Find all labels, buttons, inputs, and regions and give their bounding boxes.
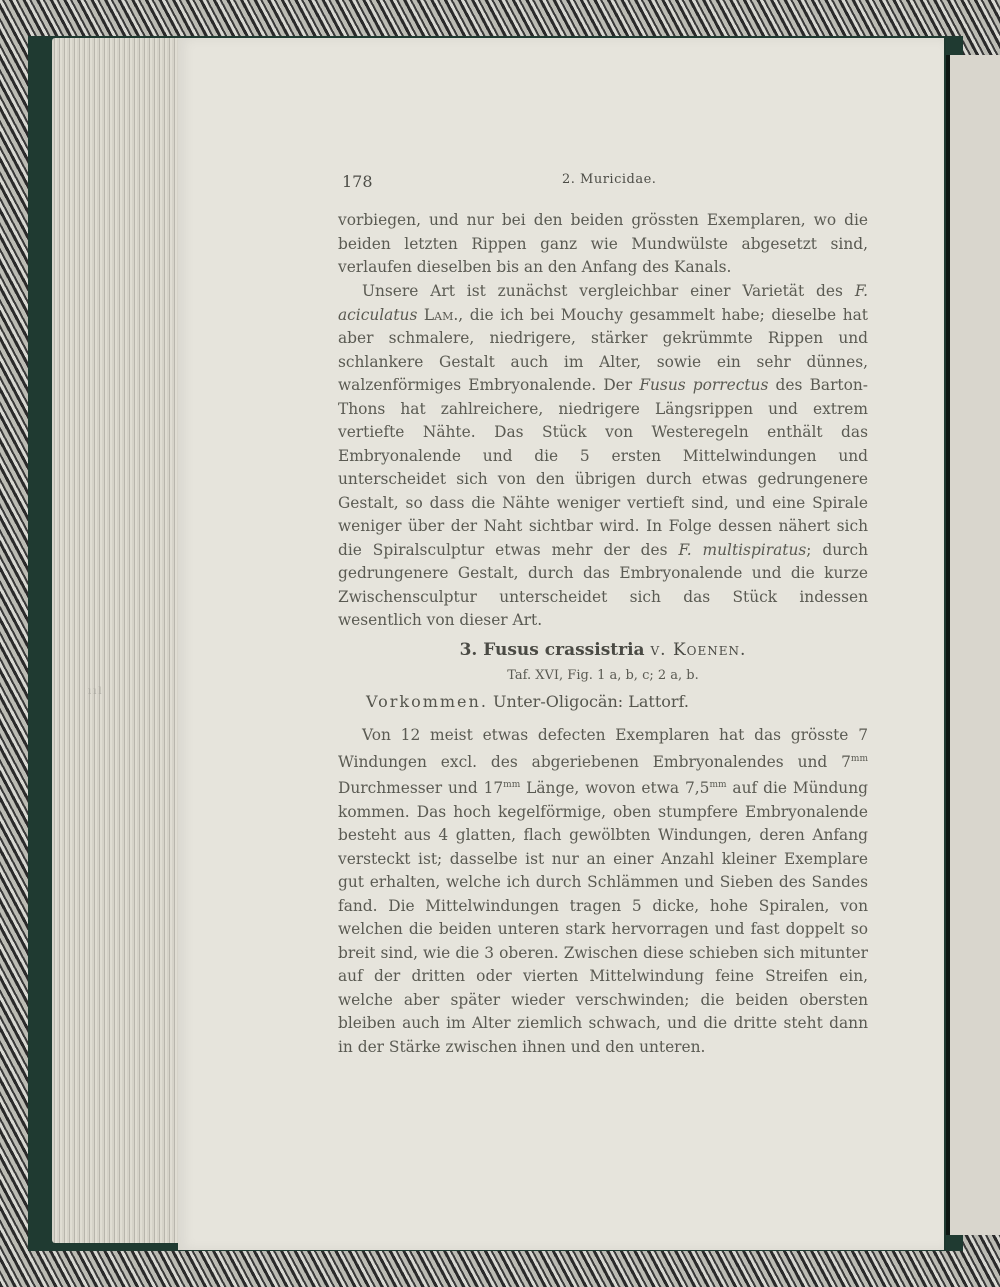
species-name: 3. Fusus crassistria — [459, 640, 645, 660]
species-author: v. Koenen. — [650, 640, 747, 660]
p3-text-2: Durchmesser und 17 — [338, 779, 504, 798]
pencil-mark: ııl — [88, 686, 104, 697]
p2-species-1: F. aciculatus — [338, 282, 868, 324]
p2-species-3: F. multispiratus — [678, 540, 807, 559]
p2-species-2: Fusus porrectus — [639, 376, 769, 394]
paragraph-1: vorbiegen, und nur bei den beiden grössten Exemplaren, wo die beiden letzten Rippen ganz wie Mundwülste abgesetzt sind, verlaufen dieselben bis an den Anfang des Kanals. — [338, 211, 868, 276]
p3-text-1: Von 12 meist etwas defecten Exemplaren hat das grösste 7 Windungen excl. des abgeriebenen Embryonalendes und 7 — [338, 726, 868, 771]
occurrence-text: Unter-Oligocän: Lattorf. — [487, 692, 689, 711]
next-page-edge — [946, 55, 1000, 1235]
p2-text-2: , die ich bei Mouchy gesammelt habe; dieselbe hat aber schmalere, niedrigere, stärker gekrümmte Rippen und schlankere Gestalt auch im Alter, sowie ein sehr dünnes, walzenförmiges Embryonalende. Der — [338, 305, 868, 394]
occurrence-line — [366, 692, 866, 711]
p3-text-3: Länge, wovon etwa 7,5 — [520, 779, 710, 798]
p2-text-3: des Barton-Thons hat zahlreichere, niedrigere Längsrippen und extrem vertiefte Nähte. Das Stück von Westeregeln enthält das Embryonalende und die 5 ersten Mittelwindungen und unterscheidet sich von den übrigen durch etwas gedrungenere Gestalt, so dass die Nähte weniger vertieft sind, und eine Spirale weniger über der Naht sichtbar wird. In Folge dessen nähert sich die Spiralsculptur etwas mehr der des — [338, 376, 868, 559]
section-title — [338, 640, 868, 660]
unit-mm-1: mm — [850, 753, 868, 764]
paragraph-3 — [338, 724, 868, 1059]
p3-text-4: auf die Mündung kommen. Das hoch kegelförmige, oben stumpfere Embryonalende besteht aus 4 glatten, flach gewölbten Windungen, deren Anfang versteckt ist; dasselbe ist nur an einer Anzahl kleiner Exemplare gut erhalten, welche ich durch Schlämmen und Sieben des Sandes fand. Die Mittelwindungen tragen 5 dicke, hohe Spiralen, von welchen die beiden unteren stark hervorragen und fast doppelt so breit sind, wie die 3 oberen. Zwischen diese schieben sich mitunter auf der dritten oder vierten Mittelwindung feine Streifen ein, welche aber später wieder verschwinden; die beiden obersten bleiben auch im Alter ziemlich schwach, und die dritte steht dann in der Stärke zwischen ihnen und den unteren. — [338, 779, 868, 1056]
running-title: 2. Muricidae. — [562, 172, 657, 187]
page-stack — [52, 38, 182, 1243]
p2-text-1: Unsere Art ist zunächst vergleichbar einer Varietät des — [362, 282, 855, 300]
page-header — [342, 172, 866, 194]
p2-text-4: ; durch gedrungenere Gestalt, durch das Embryonalende und die kurze Zwischensculptur unterscheidet sich das Stück indessen wesentlich von dieser Art. — [338, 540, 869, 629]
plate-reference: Taf. XVI, Fig. 1 a, b, c; 2 a, b. — [507, 668, 699, 683]
unit-mm-2: mm — [503, 780, 521, 791]
occurrence-label: Vorkommen. — [366, 692, 488, 711]
paragraph-2 — [338, 280, 868, 633]
page-number: 178 — [342, 172, 373, 191]
unit-mm-3: mm — [709, 780, 727, 791]
p2-author-1: Lam. — [417, 305, 459, 324]
